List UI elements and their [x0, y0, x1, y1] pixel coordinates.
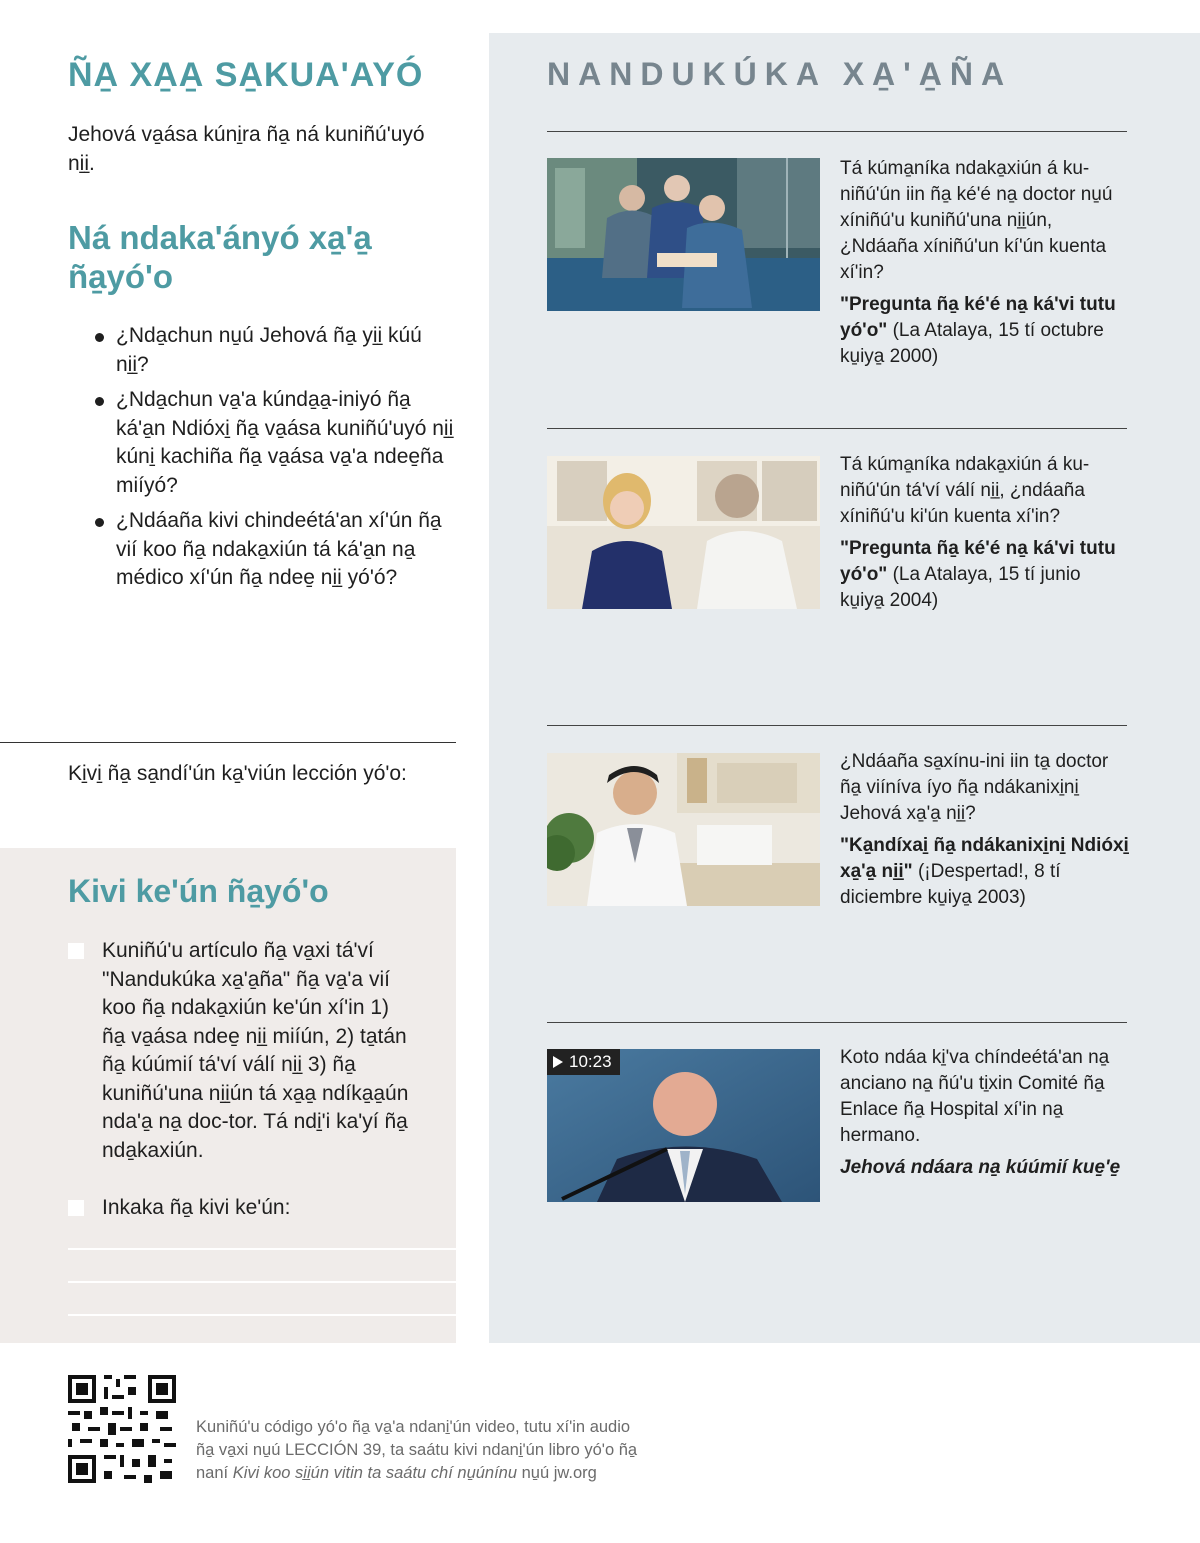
divider [547, 725, 1127, 726]
footer-line: Kuniñú'u código yó'o ña̱ va̱'a ndani̱'ún video, tutu xí'in audio [196, 1418, 631, 1436]
video-speaker-photo[interactable] [547, 1049, 820, 1202]
goal-task-text: Kuniñú'u artículo ña̱ va̱xi tá'ví "Nandukúka xa̱'a̱ña" ña̱ va̱'a vií koo ña̱ ndaka̱xiún ke'ún xí'in 1) ña̱ va̱ása ndee̱ ni̱i̱ miíún, 2) ta̱tán ña̱ kúúmií tá'ví válí ni̱i̱ 3) ña̱ kuniñú'una ni̱i̱ún tá xa̱a̱ ndíka̱a̱ún nda'a̱ na̱ doc-tor. Tá ndi̱'i ka'yí ña̱ nda̱kaxiún. [102, 939, 409, 1162]
qr-code-icon[interactable] [68, 1375, 176, 1483]
doctor-desk-photo [547, 753, 820, 906]
left-column [0, 0, 456, 1343]
review-question: ¿Ndáaña kivi chindeétá'an xí'ún ña̱ vií koo ña̱ ndaka̱xiún tá ká'a̱n na̱ médico xí'ún ña̱ ndee̱ ni̱i̱ yó'ó? [90, 507, 460, 593]
review-question: ¿Nda̱chun nu̱ú Jehová ña̱ yi̱i̱ kúú ni̱i̱? [90, 322, 460, 379]
lesson-title: ÑA̱ XA̱A̱ SA̱KUA'AYÓ [68, 56, 424, 94]
reference-source: (La Atalaya, 15 tí octubre ku̱iya̱ 2000) [840, 320, 1104, 367]
write-line[interactable] [68, 1248, 456, 1250]
reference-title: "Pregunta ña̱ ké'é na̱ ká'vi tutu yó'o" [840, 294, 1116, 341]
footer-line: naní Kivi koo si̱i̱ún vitin ta saátu chí nu̱únínu nu̱ú jw.org [196, 1464, 597, 1482]
date-finished-label: Ki̱vi̱ ña̱ sa̱ndí'ún ka̱'viún lección yó'o: [68, 762, 407, 785]
play-icon [553, 1056, 563, 1068]
review-heading: Ná ndaka'ányó xa̱'a̱ ña̱yó'o [68, 219, 372, 295]
research-question: ¿Ndáaña sa̱xínu-ini iin ta̱ doctor ña̱ viíníva íyo ña̱ ndákanixi̱ni̱ Jehová xa̱'a̱ ni̱i̱? [840, 751, 1109, 824]
review-questions [90, 322, 460, 600]
goal-task [68, 937, 418, 1165]
research-question: Tá kúma̱níka ndaka̱xiún á ku-niñú'ún tá'ví válí ni̱i̱, ¿ndáaña xíniñú'u ki'ún kuenta xí'in? [840, 454, 1090, 527]
research-heading: NANDUKÚKA XA̱'A̱ÑA [547, 56, 1013, 92]
reference-source: (La Atalaya, 15 tí junio ku̱iya̱ 2004) [840, 564, 1081, 611]
divider [547, 428, 1127, 429]
surgery-photo [547, 158, 820, 311]
research-entry [840, 1045, 1130, 1181]
video-title: Jehová ndáara na̱ kúúmií kue̱'e̱ [840, 1157, 1121, 1178]
lesson-summary: Jehová va̱ása kúni̱ra ña̱ ná kuniñú'uyó ni̱i̱. [68, 123, 425, 175]
research-entry [840, 749, 1130, 911]
reference-title: "Pregunta ña̱ ké'é na̱ ká'vi tutu yó'o" [840, 538, 1116, 585]
video-title-link[interactable] [840, 1155, 1130, 1181]
research-question: Koto ndáa ki̱'va chíndeétá'an na̱ anciano na̱ ñú'u ti̱xin Comité ña̱ Enlace ña̱ Hospital xí'in na̱ hermano. [840, 1047, 1110, 1146]
doctor-consultation-photo [547, 456, 820, 609]
reference-title: "Ka̱ndíxai̱ ña̱ ndákanixi̱ni̱ Ndióxi̱ xa̱'a̱ ni̱i̱" [840, 835, 1129, 882]
research-entry [840, 156, 1130, 370]
research-question: Tá kúma̱níka ndaka̱xiún á ku-niñú'ún iin ña̱ ké'é na̱ doctor nu̱ú xíniñú'u kuniñú'una ni̱i̱ún, ¿Ndáaña xíniñú'un kí'ún kuenta xí'in? [840, 158, 1113, 283]
footer-note [196, 1416, 716, 1485]
goal-task [68, 1194, 418, 1223]
write-line[interactable] [68, 1281, 456, 1283]
reference-link[interactable] [840, 292, 1130, 370]
reference-source: (¡Despertad!, 8 tí diciembre ku̱iya̱ 2003) [840, 861, 1061, 908]
goal-task-text: Inkaka ña̱ kivi ke'ún: [102, 1196, 291, 1219]
footer-line: ña̱ va̱xi nu̱ú LECCIÓN 39, ta saátu kivi ndani̱'ún libro yó'o ña̱ [196, 1441, 638, 1459]
checkbox-icon[interactable] [68, 1200, 84, 1216]
review-question: ¿Nda̱chun va̱'a kúnda̱a̱-iniyó ña̱ ká'a̱n Ndióxi̱ ña̱ va̱ása kuniñú'uyó ni̱i̱ kúni̱ kachiña ña̱ va̱ása va̱'a ndee̱ña miíyó? [90, 386, 460, 500]
divider [547, 131, 1127, 132]
checkbox-icon[interactable] [68, 943, 84, 959]
divider [0, 742, 456, 743]
reference-link[interactable] [840, 833, 1130, 911]
divider [547, 1022, 1127, 1023]
research-entry [840, 452, 1130, 614]
write-line[interactable] [68, 1314, 456, 1316]
goal-heading: Kivi ke'ún ña̱yó'o [68, 873, 329, 909]
video-duration-badge [547, 1049, 620, 1075]
reference-link[interactable] [840, 536, 1130, 614]
video-duration: 10:23 [569, 1052, 612, 1071]
book-title: Kivi koo si̱i̱ún vitin ta saátu chí nu̱únínu [232, 1464, 518, 1482]
